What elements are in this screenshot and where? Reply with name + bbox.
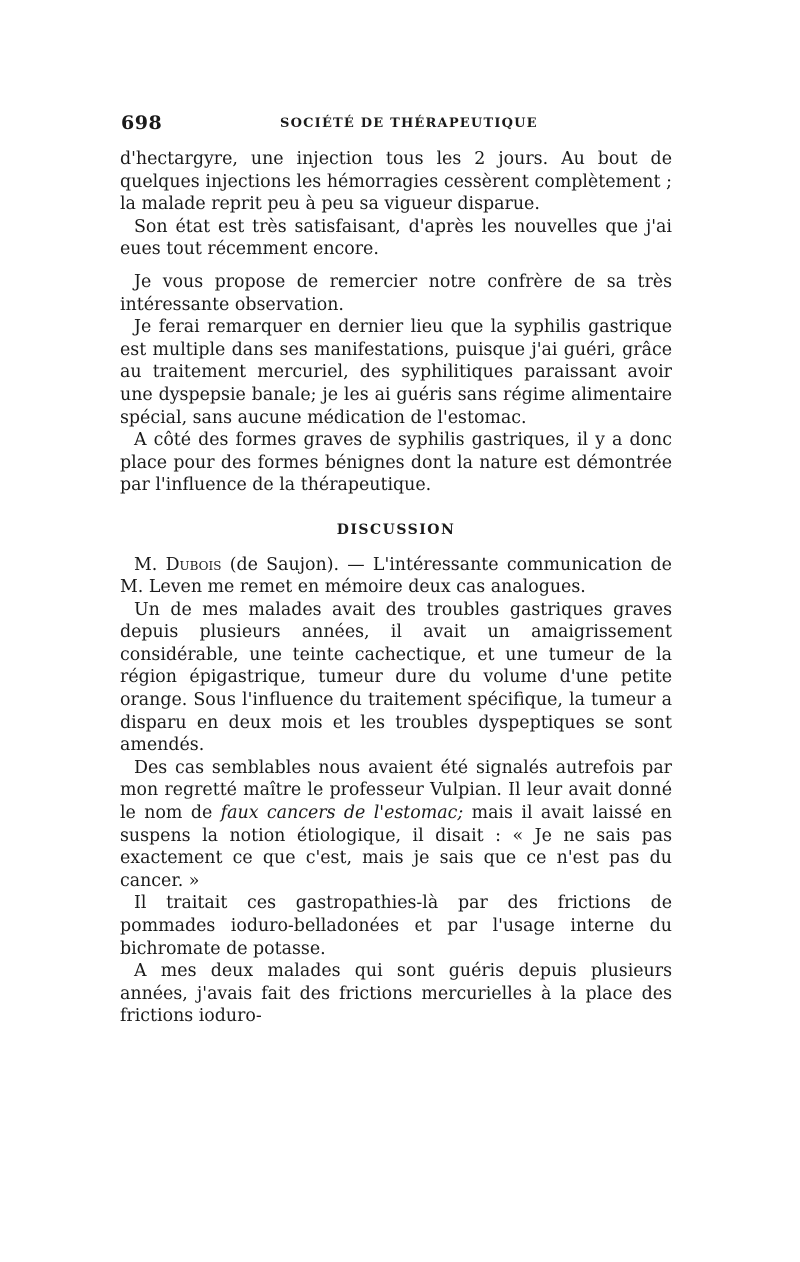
- speaker-prefix: M.: [134, 554, 166, 575]
- paragraph: Un de mes malades avait des troubles gastriques graves depuis plusieurs années, il avait un amaigrissement considérable, une teinte cachectique, et une tumeur de la région épigastrique, tumeur dure du volume d'une petite orange. Sous l'influence du traitement spécifique, la tumeur a disparu en deux mois et les troubles dyspeptiques se sont amendés.: [120, 599, 672, 756]
- paragraph-text: Des cas semblables nous avaient été signalés autrefois par mon regretté maître le professeur Vulpian. Il leur avait donné le nom de: [120, 757, 672, 824]
- speaker-name: Dubois: [165, 554, 222, 575]
- paragraph: Je vous propose de remercier notre confrère de sa très intéressante observation.: [120, 271, 672, 315]
- discussion-paragraph: [120, 554, 672, 599]
- paragraph: Il traitait ces gastropathies-là par des frictions de pommades ioduro-belladonées et par l'usage interne du bichromate de potasse.: [120, 893, 672, 959]
- running-head: [120, 112, 672, 142]
- paragraph-gap: [120, 261, 672, 271]
- section-heading: DISCUSSION: [336, 521, 456, 538]
- paragraph: [120, 757, 672, 893]
- paragraph: A mes deux malades qui sont guéris depuis plusieurs années, j'avais fait des frictions mercurielles à la place des frictions ioduro-: [120, 961, 672, 1027]
- page-number: 698: [121, 112, 163, 134]
- running-title: SOCIÉTÉ DE THÉRAPEUTIQUE: [280, 116, 538, 131]
- italic-phrase: faux cancers de l'estomac;: [220, 803, 464, 824]
- paragraph: d'hectargyre, une injection tous les 2 jours. Au bout de quelques injections les hémorragies cessèrent complètement ; la malade reprit peu à peu sa vigueur disparue.: [120, 149, 672, 215]
- paragraph-text: mais il avait laissé en suspens la notion étiologique, il disait : « Je ne sais pas exactement ce que c'est, mais je sais que ce n'est pas du cancer. »: [120, 803, 672, 891]
- paragraph: A côté des formes graves de syphilis gastriques, il y a donc place pour des formes bénignes dont la nature est démontrée par l'influence de la thérapeutique.: [120, 430, 672, 496]
- book-page: [120, 112, 672, 1028]
- body-text: [120, 148, 672, 1028]
- paragraph: Son état est très satisfaisant, d'après les nouvelles que j'ai eues tout récemment encore.: [120, 216, 672, 260]
- paragraph: Je ferai remarquer en dernier lieu que la syphilis gastrique est multiple dans ses manifestations, puisque j'ai guéri, grâce au traitement mercuriel, des syphilitiques paraissant avoir une dyspepsie banale; je les ai guéris sans régime alimentaire spécial, sans aucune médication de l'estomac.: [120, 317, 672, 428]
- speaker-text: (de Saujon). — L'intéressante communication de M. Leven me remet en mémoire deux cas analogues.: [120, 554, 672, 598]
